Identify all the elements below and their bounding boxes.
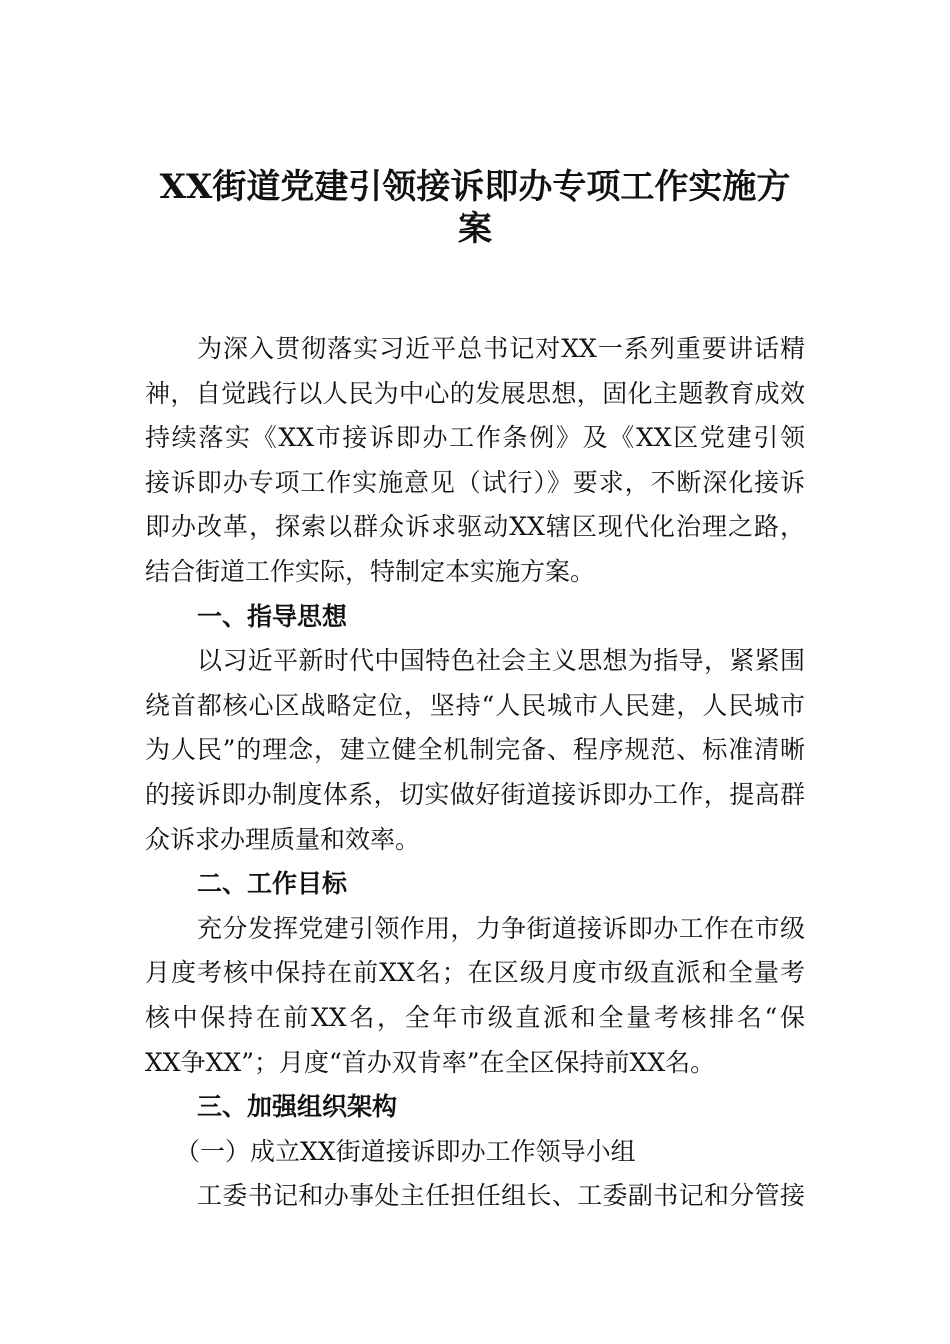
text-line: XX争XX”；月度“首办双肯率”在全区保持前XX名。 — [145, 1047, 716, 1077]
document-title-line-1: XX街道党建引领接诉即办专项工作实施方 — [159, 167, 791, 207]
text-line: 充分发挥党建引领作用，力争街道接诉即办工作在市级 — [197, 913, 805, 943]
text-line: 为深入贯彻落实习近平总书记对XX一系列重要讲话精 — [197, 334, 805, 363]
text-line: 工委书记和办事处主任担任组长、工委副书记和分管接 — [197, 1181, 805, 1211]
text-line: 以习近平新时代中国特色社会主义思想为指导，紧紧围 — [197, 646, 805, 676]
text-line: 接诉即办专项工作实施意见（试行）》要求，不断深化接诉 — [145, 467, 805, 497]
text-line: 月度考核中保持在前XX名；在区级月度市级直派和全量考 — [145, 958, 805, 988]
section-2-paragraph — [145, 907, 805, 1085]
text-line: 的接诉即办制度体系，切实做好街道接诉即办工作，提高群 — [145, 779, 805, 809]
section-3-paragraph — [145, 1174, 805, 1219]
section-heading-work-goals: 二、工作目标 — [197, 869, 348, 899]
text-line: 核中保持在前XX名，全年市级直派和全量考核排名“保 — [145, 1002, 805, 1032]
text-line: 众诉求办理质量和效率。 — [145, 824, 421, 854]
text-line: 结合街道工作实际，特制定本实施方案。 — [145, 556, 596, 586]
text-line: 即办改革，探索以群众诉求驱动XX辖区现代化治理之路， — [145, 512, 805, 542]
section-heading-guiding-thought: 一、指导思想 — [197, 601, 348, 631]
document-title-line-2: 案 — [458, 209, 492, 249]
section-1-paragraph — [145, 639, 805, 862]
section-heading-organization: 三、加强组织架构 — [197, 1092, 398, 1122]
text-line: 持续落实《XX市接诉即办工作条例》及《XX区党建引领 — [145, 423, 805, 453]
intro-paragraph — [145, 327, 805, 595]
document-body — [145, 327, 805, 1219]
text-line: 绕首都核心区战略定位，坚持“人民城市人民建，人民城市 — [145, 690, 805, 720]
text-line: 神，自觉践行以人民为中心的发展思想，固化主题教育成效 — [145, 378, 805, 408]
text-line: 为人民”的理念，建立健全机制完备、程序规范、标准清晰 — [145, 735, 805, 765]
subsection-heading: （一）成立XX街道接诉即办工作领导小组 — [175, 1136, 636, 1166]
